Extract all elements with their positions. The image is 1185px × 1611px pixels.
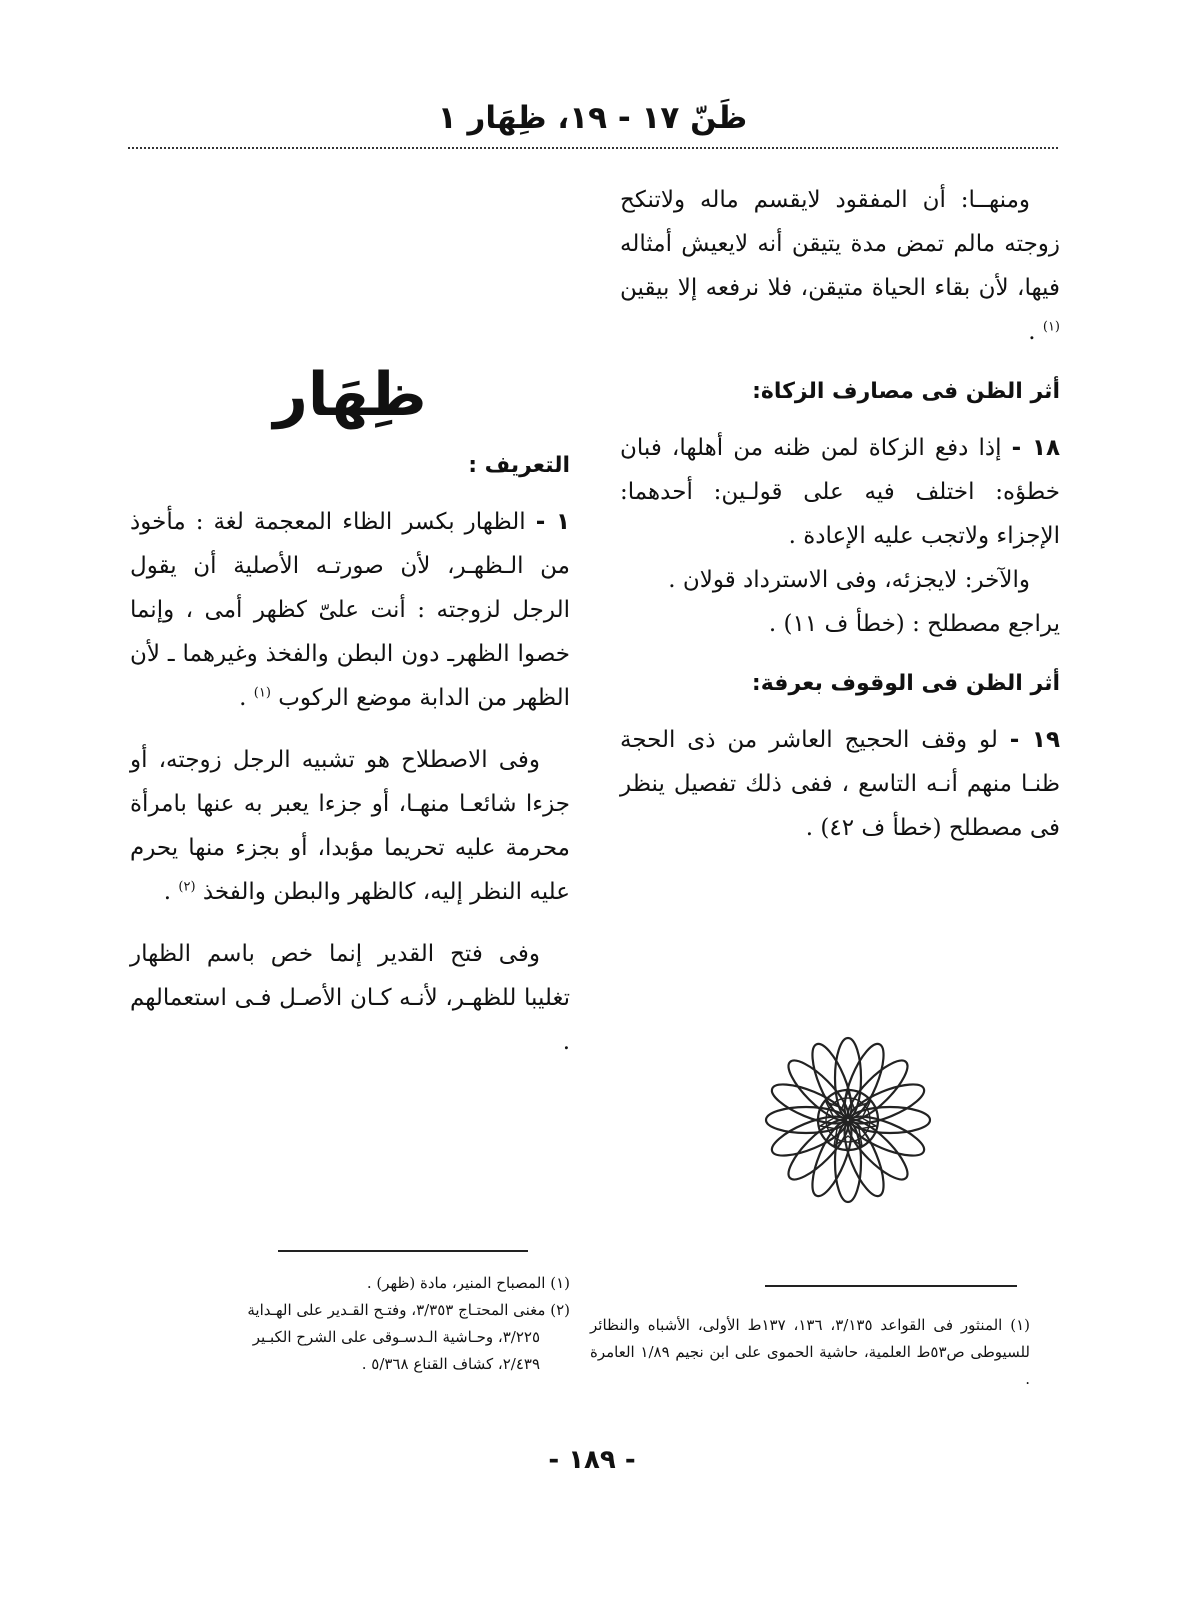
heading-arafa: أثر الظن فى الوقوف بعرفة:: [751, 671, 1060, 696]
footnotes-right: [590, 1312, 1030, 1393]
intro-end: .: [1028, 319, 1036, 345]
footnote-1-left: (١) المصباح المنير، مادة (ظهر) .: [366, 1274, 570, 1292]
footnote-rule-right: [765, 1285, 1017, 1287]
footnote-2-continued: ٣/٢٢٥، وحـاشية الـدسـوقى على الشرح الكبـير: [252, 1328, 540, 1346]
footnote-ref: (١): [1042, 319, 1060, 335]
paragraph-number: ١٩ -: [1009, 727, 1060, 753]
paragraph-2-text: وفى الاصطلاح هو تشبيه الرجل زوجته، أو جزءا شائعـا منهـا، أو جزءا يعبر به عنها بامرأة محرمة عليه تحريما مؤبدا، أو بجزء منها يحرم عليه النظر إليه، كالظهر والبطن والفخذ: [130, 747, 570, 905]
paragraph-18: [620, 426, 1060, 558]
intro-paragraph: [620, 178, 1060, 354]
header-dotted-rule: [128, 147, 1058, 149]
intro-text: ومنهــا: أن المفقود لايقسم ماله ولاتنكح زوجته مالم تمض مدة يتيقن أنه لايعيش أمثاله فيها، لأن بقاء الحياة متيقن، فلا نرفعه إلا بيقين: [620, 187, 1060, 301]
paragraph-3: وفى فتح القدير إنما خص باسم الظهار تغليبا للظهـر، لأنـه كـان الأصـل فـى استعمالهم .: [130, 941, 570, 1055]
paragraph-number: ١ -: [535, 509, 571, 535]
geometric-star-ornament-icon: [758, 1030, 938, 1210]
footnote-rule-left: [278, 1250, 528, 1252]
left-column: [130, 350, 570, 1082]
paragraph-1: [130, 500, 570, 720]
heading-zakat: أثر الظن فى مصارف الزكاة:: [752, 379, 1060, 404]
paragraph-2: [130, 738, 570, 914]
paragraph-19-text: لو وقف الحجيج العاشر من ذى الحجة ظنـا منهم أنـه التاسع ، ففى ذلك تفصيل ينظر فى مصطلح (خطأ ف ٤٢) .: [620, 727, 1060, 841]
running-header: ظَنّ ١٧ - ١٩، ظِهَار ١: [437, 100, 748, 136]
paragraph-number: ١٨ -: [1011, 435, 1061, 461]
paragraph-19: [620, 718, 1060, 850]
page-number: - ١٨٩ -: [548, 1445, 636, 1475]
footnotes-left: [130, 1270, 570, 1378]
footnote-ref: (٢): [178, 879, 196, 895]
paragraph-18-text: إذا دفع الزكاة لمن ظنه من أهلها، فبان خطؤه: اختلف فيه على قولـين: أحدهما: الإجزاء ولاتجب عليه الإعادة .: [620, 435, 1060, 549]
right-column: [620, 178, 1060, 868]
paragraph-1-text: الظهار بكسر الظاء المعجمة لغة : مأخوذ من الـظهـر، لأن صورتـه الأصلية أن يقول الرجل لزوجته : أنت علىّ كظهر أمى ، وإنما خصوا الظهرـ دون البطن والفخذ وغيرهما ـ لأن الظهر من الدابة موضع الركوب: [130, 509, 570, 711]
paragraph-18-reference: يراجع مصطلح : (خطأ ف ١١) .: [768, 611, 1060, 637]
footnote-1-right: (١) المنثور فى القواعد ٣/١٣٥، ١٣٦، ١٣٧ط الأولى، الأشباه والنظائر للسيوطى ص٥٣ط العلمية، حاشية الحموى على ابن نجيم ١/٨٩ العامرة .: [590, 1316, 1031, 1388]
footnote-ref: (١): [253, 685, 271, 701]
footnote-2-continued: ٢/٤٣٩، كشاف القناع ٥/٣٦٨ .: [361, 1355, 540, 1373]
paragraph-18-other: والآخر: لايجزئه، وفى الاسترداد قولان .: [668, 567, 1030, 593]
paragraph-1-end: .: [239, 685, 247, 711]
definition-heading: التعريف :: [468, 453, 570, 478]
paragraph-2-end: .: [163, 879, 172, 905]
entry-title: ظِهَار: [273, 360, 427, 430]
footnote-2-left: (٢) مغنى المحتـاج ٣/٣٥٣، وفتـح القـدير على الهـداية: [247, 1301, 570, 1319]
